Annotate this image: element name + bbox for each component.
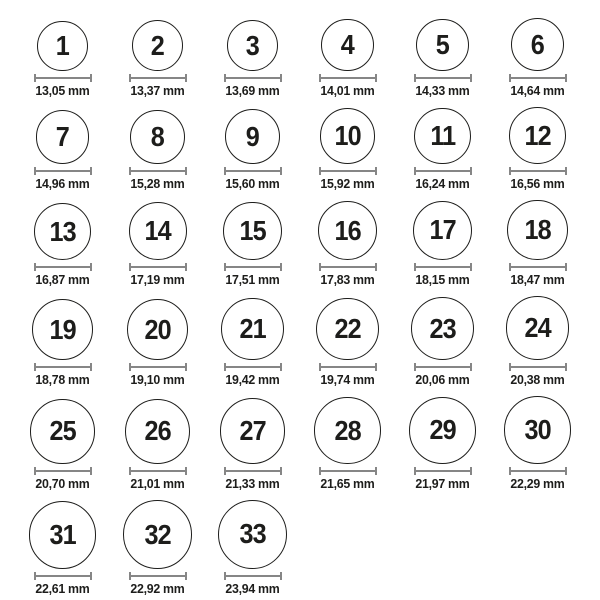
diameter-dimension-line (509, 363, 567, 371)
diameter-label: 22,92 mm (130, 580, 185, 596)
diameter-dimension-line (224, 263, 282, 271)
ring-size-number: 7 (55, 121, 70, 153)
diameter-label: 14,01 mm (320, 83, 375, 99)
diameter-dimension-line (129, 167, 187, 175)
diameter-label: 21,01 mm (130, 475, 185, 491)
diameter-label: 22,61 mm (35, 580, 90, 596)
diameter-label: 23,94 mm (225, 580, 280, 596)
diameter-label: 20,70 mm (35, 475, 90, 491)
ring-size-cell (490, 396, 585, 489)
ring-size-number: 21 (239, 313, 266, 345)
diameter-dimension-line (129, 467, 187, 475)
ring-size-number: 18 (524, 214, 551, 246)
diameter-label: 15,28 mm (130, 176, 185, 192)
ring-size-cell (110, 399, 205, 490)
ring-size-cell (490, 107, 585, 190)
ring-size-number: 19 (49, 313, 76, 345)
ring-size-cell (15, 501, 110, 595)
ring-size-number: 20 (144, 313, 171, 345)
ring-circle (416, 19, 469, 72)
ring-circle (29, 501, 97, 569)
ring-size-number: 28 (334, 414, 361, 446)
diameter-dimension-line (319, 467, 377, 475)
diameter-label: 21,33 mm (225, 475, 280, 491)
ring-size-number: 12 (524, 119, 551, 151)
ring-circle (411, 297, 474, 360)
ring-row-4 (15, 296, 585, 386)
ring-circle (32, 299, 93, 360)
ring-size-number: 3 (245, 29, 260, 61)
diameter-dimension-line (34, 74, 92, 82)
diameter-label: 22,29 mm (510, 475, 565, 491)
ring-size-cell (395, 19, 490, 98)
ring-size-cell (395, 297, 490, 386)
diameter-label: 13,69 mm (225, 83, 280, 99)
ring-size-number: 31 (49, 518, 76, 550)
diameter-dimension-line (224, 167, 282, 175)
ring-size-cell (15, 399, 110, 489)
ring-size-number: 14 (144, 215, 171, 247)
diameter-label: 13,37 mm (130, 83, 185, 99)
ring-circle (127, 299, 189, 361)
ring-size-cell (110, 110, 205, 191)
ring-circle (321, 19, 373, 71)
diameter-dimension-line (509, 263, 567, 271)
ring-circle (225, 109, 280, 164)
diameter-dimension-line (129, 263, 187, 271)
diameter-label: 18,47 mm (510, 272, 565, 288)
diameter-dimension-line (319, 363, 377, 371)
ring-size-cell (300, 19, 395, 97)
ring-circle (221, 298, 283, 360)
ring-size-cell (110, 299, 205, 387)
ring-size-number: 1 (55, 30, 70, 62)
ring-size-number: 8 (150, 120, 165, 152)
ring-size-number: 13 (49, 215, 76, 247)
diameter-dimension-line (34, 467, 92, 475)
ring-size-cell (205, 202, 300, 287)
ring-circle (132, 20, 183, 71)
diameter-label: 18,78 mm (35, 372, 90, 388)
diameter-dimension-line (34, 363, 92, 371)
ring-size-number: 33 (239, 518, 266, 550)
ring-circle (223, 202, 282, 261)
diameter-dimension-line (129, 572, 187, 580)
diameter-dimension-line (224, 572, 282, 580)
diameter-dimension-line (414, 167, 472, 175)
ring-circle (414, 108, 470, 164)
ring-circle (34, 203, 91, 260)
ring-size-cell (395, 201, 490, 287)
diameter-label: 16,87 mm (35, 272, 90, 288)
ring-size-cell (490, 200, 585, 286)
ring-circle (36, 110, 90, 164)
ring-size-number: 29 (429, 414, 456, 446)
ring-circle (506, 296, 570, 360)
diameter-label: 17,51 mm (225, 272, 280, 288)
diameter-dimension-line (224, 467, 282, 475)
ring-circle (123, 500, 192, 569)
diameter-label: 18,15 mm (415, 272, 470, 288)
ring-size-cell (205, 500, 300, 595)
diameter-label: 16,24 mm (415, 176, 470, 192)
ring-row-3 (15, 200, 585, 286)
diameter-dimension-line (319, 263, 377, 271)
ring-circle (125, 399, 190, 464)
diameter-label: 15,92 mm (320, 176, 375, 192)
ring-circle (507, 200, 567, 260)
diameter-label: 14,96 mm (35, 176, 90, 192)
ring-circle (413, 201, 473, 261)
ring-circle (130, 110, 185, 165)
ring-row-2 (15, 107, 585, 190)
diameter-label: 17,19 mm (130, 272, 185, 288)
ring-size-number: 27 (239, 414, 266, 446)
diameter-label: 17,83 mm (320, 272, 375, 288)
ring-size-cell (300, 108, 395, 190)
ring-size-number: 26 (144, 415, 171, 447)
diameter-dimension-line (224, 74, 282, 82)
diameter-label: 15,60 mm (225, 176, 280, 192)
ring-circle (409, 397, 476, 464)
ring-size-number: 11 (430, 119, 455, 151)
ring-size-number: 25 (49, 415, 76, 447)
ring-size-number: 24 (524, 312, 551, 344)
ring-circle (37, 21, 87, 71)
ring-size-cell (15, 110, 110, 190)
ring-size-number: 30 (524, 413, 551, 445)
ring-circle (220, 398, 286, 464)
diameter-label: 16,56 mm (510, 176, 565, 192)
diameter-label: 20,38 mm (510, 372, 565, 388)
ring-circle (504, 396, 571, 463)
ring-size-cell (205, 298, 300, 386)
ring-size-cell (300, 298, 395, 387)
ring-size-cell (300, 201, 395, 286)
ring-size-cell (490, 18, 585, 97)
diameter-label: 13,05 mm (35, 83, 90, 99)
ring-circle (314, 397, 380, 463)
ring-size-number: 16 (334, 214, 361, 246)
diameter-dimension-line (319, 167, 377, 175)
ring-size-cell (395, 108, 490, 190)
diameter-label: 20,06 mm (415, 372, 470, 388)
diameter-label: 19,42 mm (225, 372, 280, 388)
diameter-label: 14,64 mm (510, 83, 565, 99)
ring-size-number: 5 (435, 28, 450, 60)
ring-circle (509, 107, 566, 164)
ring-circle (129, 202, 187, 260)
ring-size-cell (205, 398, 300, 490)
diameter-label: 21,65 mm (320, 475, 375, 491)
diameter-dimension-line (509, 167, 567, 175)
ring-size-number: 22 (334, 312, 361, 344)
diameter-dimension-line (414, 263, 472, 271)
ring-size-number: 32 (144, 518, 171, 550)
ring-size-cell (15, 21, 110, 97)
ring-circle (511, 18, 564, 71)
ring-circle (316, 298, 379, 361)
ring-size-cell (205, 109, 300, 190)
ring-size-cell (110, 20, 205, 97)
diameter-dimension-line (129, 363, 187, 371)
diameter-dimension-line (34, 263, 92, 271)
ring-size-number: 2 (150, 29, 165, 61)
diameter-dimension-line (224, 363, 282, 371)
ring-size-cell (110, 202, 205, 286)
diameter-dimension-line (34, 167, 92, 175)
ring-circle (318, 201, 377, 260)
ring-circle (227, 20, 279, 72)
ring-size-cell (205, 20, 300, 98)
ring-size-number: 6 (530, 28, 545, 60)
ring-size-number: 23 (429, 312, 456, 344)
diameter-dimension-line (509, 467, 567, 475)
diameter-label: 21,97 mm (415, 475, 470, 491)
ring-size-number: 17 (429, 214, 456, 246)
ring-size-cell (15, 203, 110, 286)
ring-size-number: 10 (334, 120, 361, 152)
diameter-dimension-line (34, 572, 92, 580)
ring-circle (30, 399, 94, 463)
ring-size-number: 4 (340, 29, 355, 61)
diameter-dimension-line (319, 74, 377, 82)
diameter-dimension-line (414, 467, 472, 475)
ring-row-1 (15, 18, 585, 97)
ring-size-cell (490, 296, 585, 386)
ring-size-cell (395, 397, 490, 490)
diameter-dimension-line (414, 363, 472, 371)
diameter-dimension-line (414, 74, 472, 82)
diameter-label: 19,74 mm (320, 372, 375, 388)
ring-size-cell (110, 500, 205, 595)
ring-size-number: 15 (239, 215, 266, 247)
diameter-dimension-line (509, 74, 567, 82)
ring-row-6 (15, 500, 585, 595)
ring-size-cell (300, 397, 395, 489)
ring-circle (218, 500, 287, 569)
ring-circle (320, 108, 376, 164)
ring-row-5 (15, 396, 585, 489)
diameter-dimension-line (129, 74, 187, 82)
ring-size-number: 9 (245, 120, 260, 152)
diameter-label: 14,33 mm (415, 83, 470, 99)
diameter-label: 19,10 mm (130, 372, 185, 388)
ring-size-cell (15, 299, 110, 386)
